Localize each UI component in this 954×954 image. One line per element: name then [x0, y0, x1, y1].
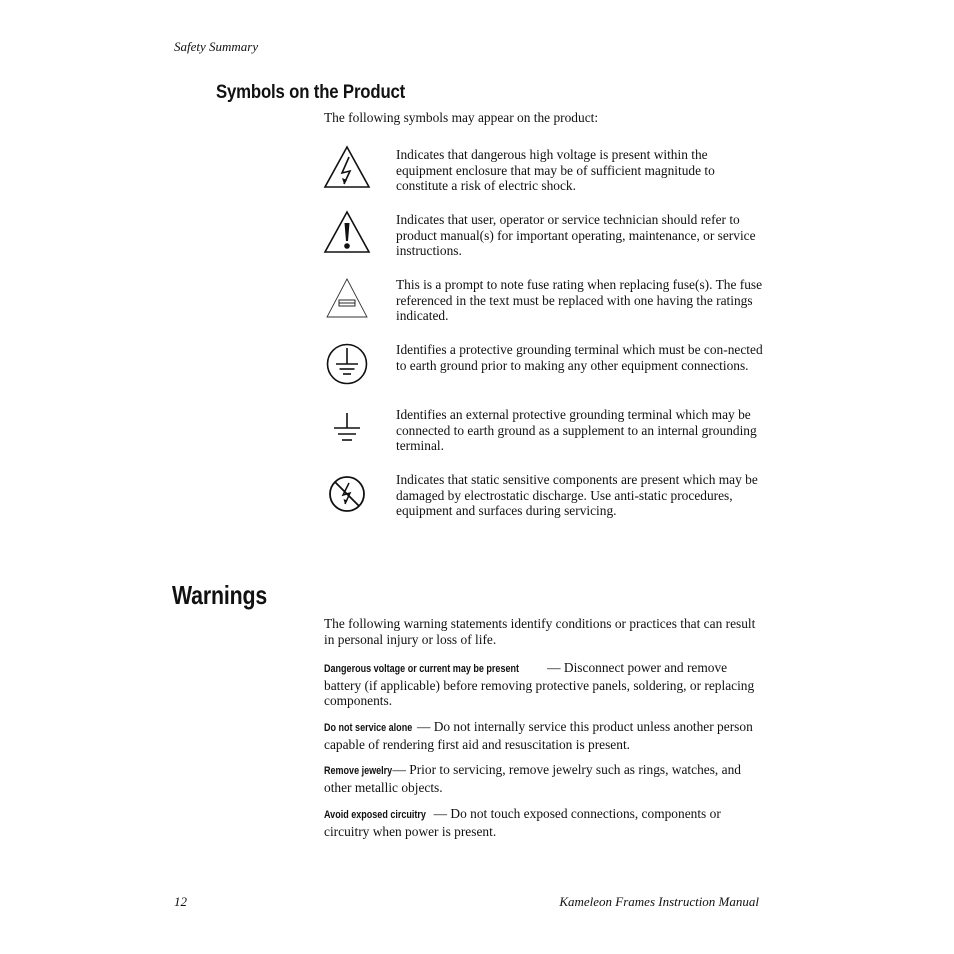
- symbol-description: Identifies an external protective grounding terminal which may be connected to earth ground as a supplement to an internal grounding terminal.: [396, 407, 757, 453]
- warning-item: [324, 762, 764, 795]
- fuse-rating-icon: [322, 273, 372, 323]
- symbols-intro: The following symbols may appear on the product:: [324, 110, 599, 125]
- warning-item: [324, 660, 764, 709]
- page-number: 12: [174, 894, 187, 909]
- protective-ground-icon: [322, 338, 372, 388]
- warning-text: — Disconnect power and remove battery (if applicable) before removing protective panels, soldering, or replacing components.: [324, 660, 755, 708]
- warning-label: Remove jewelry: [324, 765, 393, 777]
- symbol-description: Indicates that dangerous high voltage is present within the equipment enclosure that may be of sufficient magnitude to constitute a risk of electric shock.: [396, 147, 715, 193]
- warning-item: [324, 719, 764, 752]
- warning-text: — Do not touch exposed connections, components or circuitry when power is present.: [324, 806, 721, 839]
- high-voltage-warning-icon: [322, 143, 372, 193]
- warning-text: — Do not internally service this product unless another person capable of rendering first aid and resuscitation is present.: [324, 719, 753, 752]
- warning-text: — Prior to servicing, remove jewelry such as rings, watches, and other metallic objects.: [324, 762, 741, 795]
- symbol-description: Indicates that user, operator or service technician should refer to product manual(s) for important operating, maintenance, or service instructions.: [396, 212, 756, 258]
- running-header: Safety Summary: [174, 39, 259, 54]
- warning-item: [324, 806, 764, 839]
- warning-label: Avoid exposed circuitry: [324, 809, 426, 821]
- esd-sensitive-icon: [322, 468, 372, 518]
- symbol-description: Identifies a protective grounding terminal which must be con-nected to earth ground prior to making any other equipment connections.: [396, 342, 763, 373]
- warning-label: Do not service alone: [324, 722, 413, 734]
- manual-title: Kameleon Frames Instruction Manual: [559, 894, 759, 909]
- section-heading-warnings: Warnings: [172, 580, 268, 610]
- symbol-description: This is a prompt to note fuse rating when replacing fuse(s). The fuse referenced in the text must be replaced with one having the ratings indicated.: [396, 277, 763, 323]
- caution-exclamation-icon: [322, 208, 372, 258]
- warnings-intro: The following warning statements identify conditions or practices that can result in personal injury or loss of life.: [324, 616, 756, 647]
- earth-ground-icon: [322, 403, 372, 453]
- warning-label: Dangerous voltage or current may be present: [324, 663, 519, 675]
- symbol-description: Indicates that static sensitive components are present which may be damaged by electrostatic discharge. Use anti-static procedures, equipment and surfaces during servicing.: [396, 472, 758, 518]
- section-heading-symbols: Symbols on the Product: [216, 81, 406, 103]
